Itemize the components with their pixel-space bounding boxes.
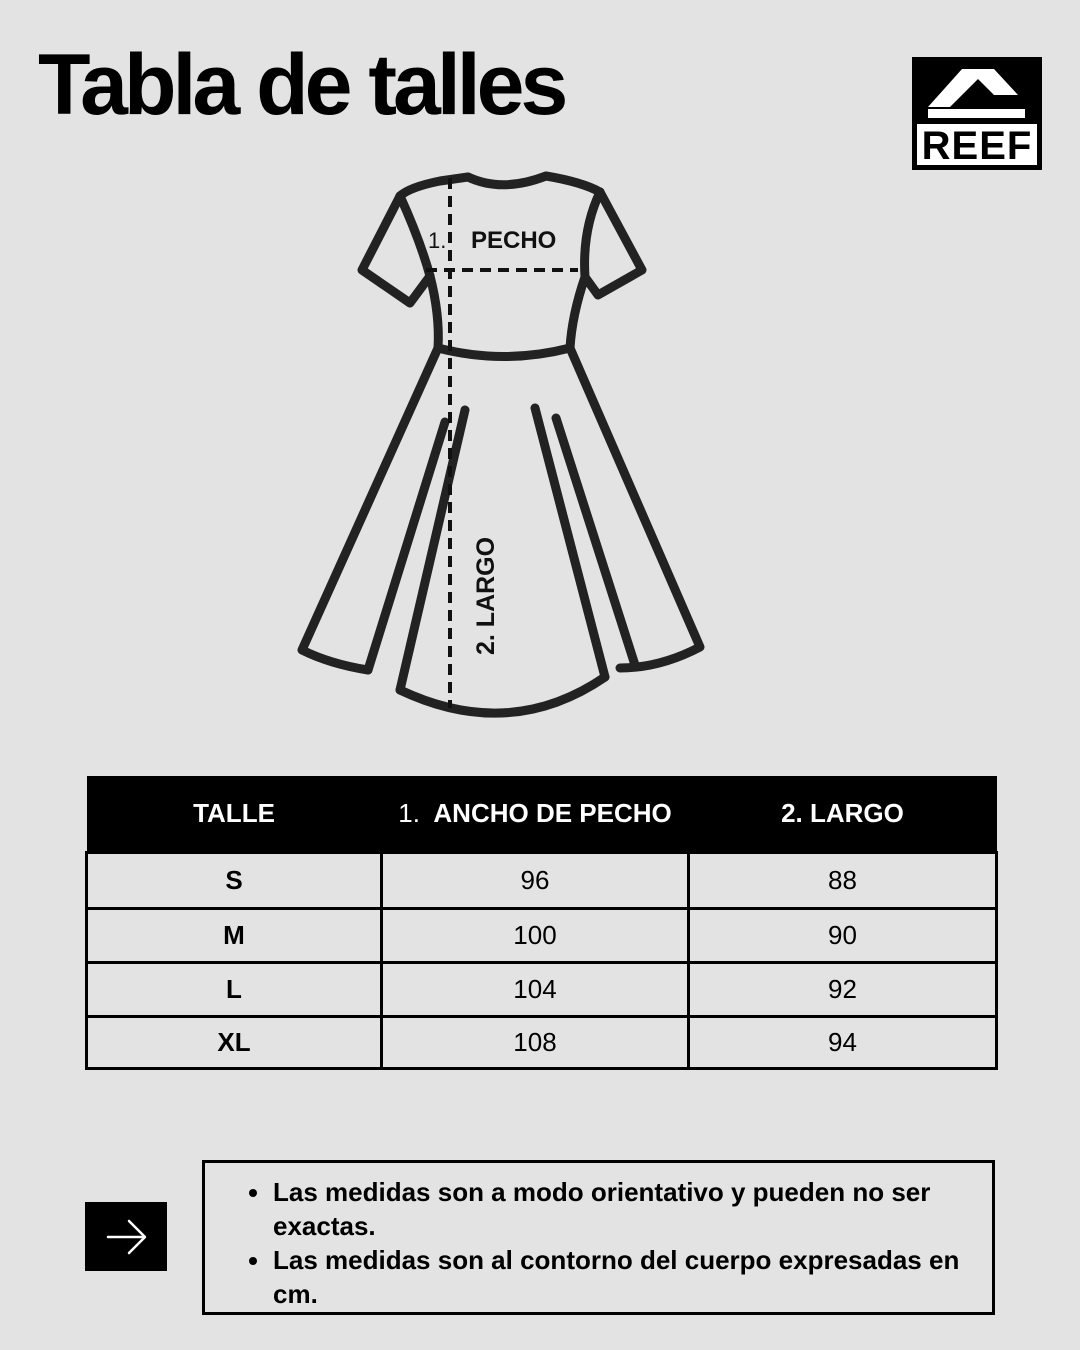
dress-diagram (290, 160, 720, 720)
notes-box (202, 1160, 995, 1315)
header-size: TALLE (87, 776, 382, 852)
next-button[interactable] (85, 1202, 167, 1271)
size-cell: M (87, 908, 382, 962)
size-cell: S (87, 852, 382, 908)
chest-cell: 100 (382, 908, 689, 962)
table-row (87, 1016, 997, 1068)
arrow-right-icon (85, 1202, 167, 1271)
note-item: Las medidas son al contorno del cuerpo expresadas en cm. (247, 1243, 972, 1311)
length-cell: 90 (689, 908, 997, 962)
dress-outline-icon (302, 176, 700, 713)
note-item: Las medidas son a modo orientativo y pueden no ser exactas. (247, 1175, 972, 1243)
page-title: Tabla de talles (38, 37, 565, 133)
chest-cell: 108 (382, 1016, 689, 1068)
notes-list (247, 1175, 972, 1311)
chest-label-number: 1. (428, 228, 447, 253)
table-row (87, 962, 997, 1016)
chest-cell: 96 (382, 852, 689, 908)
length-cell: 88 (689, 852, 997, 908)
chest-label: PECHO (471, 227, 557, 254)
size-cell: L (87, 962, 382, 1016)
size-cell: XL (87, 1016, 382, 1068)
length-cell: 94 (689, 1016, 997, 1068)
length-cell: 92 (689, 962, 997, 1016)
header-length: 2. LARGO (689, 776, 997, 852)
header-chest-number: 1. (398, 797, 420, 828)
size-table (85, 776, 998, 1070)
header-chest (382, 776, 689, 852)
reef-logo (912, 57, 1042, 170)
table-row (87, 908, 997, 962)
length-label: 2. LARGO (472, 536, 500, 655)
logo-text: REEF (921, 124, 1033, 168)
header-chest-label: ANCHO DE PECHO (433, 797, 672, 828)
table-header-row (87, 776, 997, 852)
table-row (87, 852, 997, 908)
chest-cell: 104 (382, 962, 689, 1016)
measure-lines (426, 178, 578, 708)
